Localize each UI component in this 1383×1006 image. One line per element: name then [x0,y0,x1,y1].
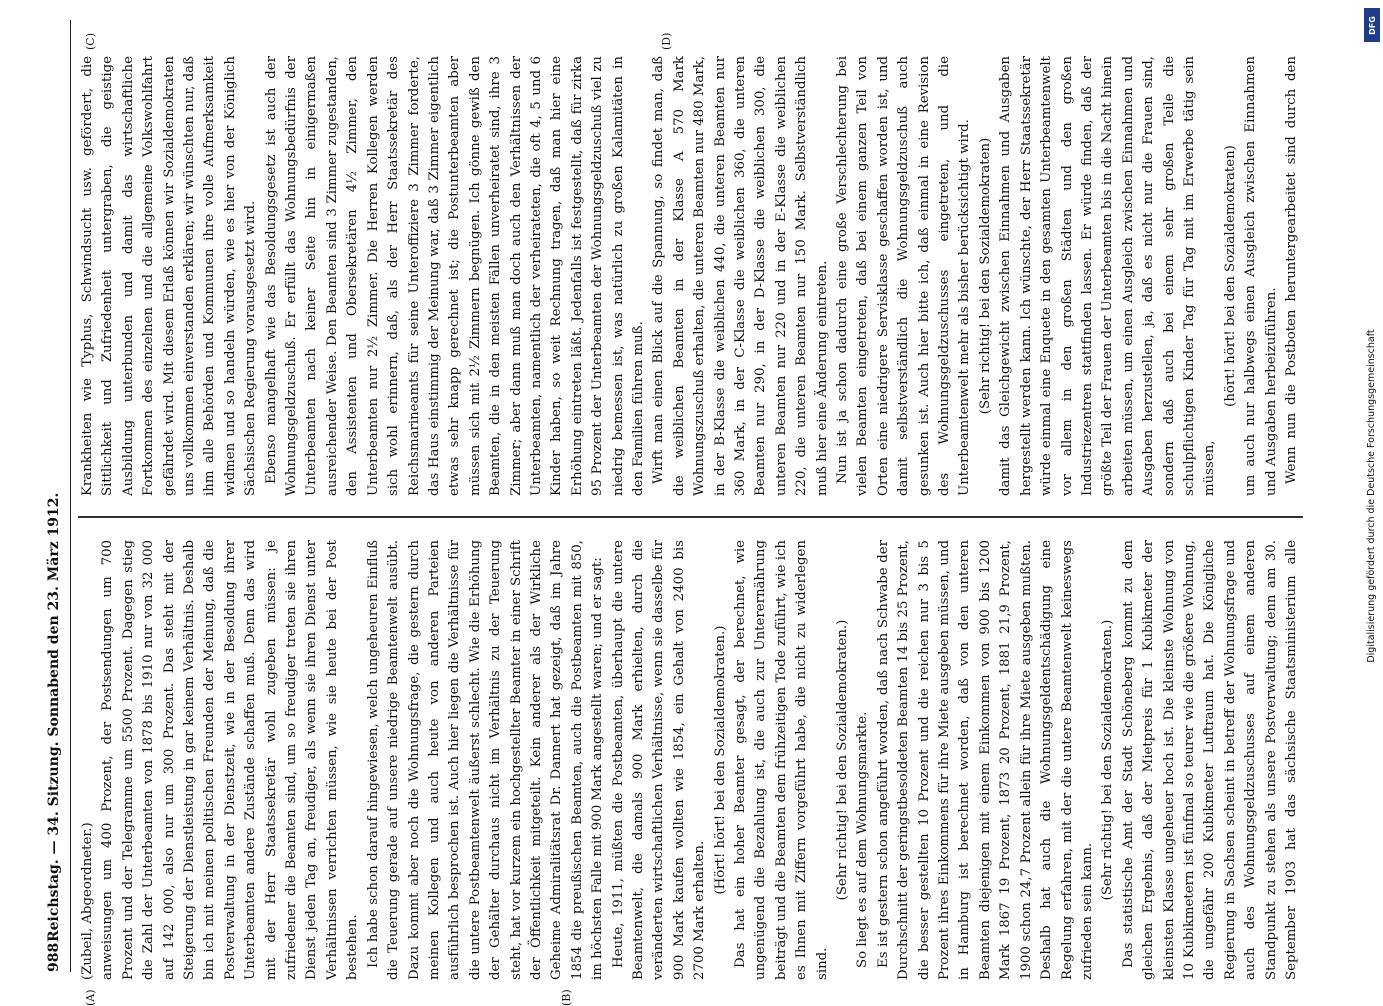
margin-mark-b: (B) [560,989,573,1006]
margin-mark-d: (D) [660,32,673,50]
document-page [40,20,1340,1006]
paragraph: Es ist gestern schon angeführt worden, daß nach Schwabe der Durchschnitt der geringstbesoldeten Beamten 14 bis 25 Prozent, die besser gestellten 10 Prozent und die reichen nur 3 bis 5 Prozent ihres Einkommens für ihre Miete ausgeben müssen, und in Hamburg ist berechnet worden, daß von den unteren Beamten diejenigen mit einem Einkommen von 900 bis 1200 Mark 1867 19 Prozent, 1873 20 Prozent, 1881 21,9 Prozent, 1900 schon 24,7 Prozent allein für ihre Miete ausgeben mußten. Deshalb hat auch die Wohnungsgeldentschädigung eine Regelung erfahren, mit der die untere Beamtenwelt keineswegs zufrieden sein kann. [875,540,1095,980]
right-text-column [78,56,1303,496]
left-text-column [78,540,1303,980]
paragraph: um auch nur halbwegs einen Ausgleich zwischen Einnahmen und Ausgaben herbeizuführen. [1243,56,1279,496]
page-header [40,20,71,972]
digitization-credit-bar [1364,8,1382,970]
paragraph: Wirft man einen Blick auf die Spannung, so findet man, daß die weiblichen Beamten in der Klasse A 570 Mark Wohnungszuschuß erhalten, die unteren Beamten nur 480 Mark, in der B-Klasse die weiblichen 440, die unteren Beamten nur 360 Mark, in der C-Klasse die weiblichen 360, die unteren Beamten nur 290, in der D-Klasse die weiblichen 300, die unteren Beamten nur 220 und in der E-Klasse die weiblichen 220, die unteren Beamten nur 150 Mark. Selbstverständlich muß hier eine Änderung eintreten. [651,56,830,496]
paragraph: damit das Gleichgewicht zwischen Einnahmen und Ausgaben hergestellt werden kann. Ich wünschte, der Herr Staatssekretär würde einmal eine Enquete in den gesamten Unterbeamtenwelt vor allem in den großen Städten und den großen Industriezentren stattfinden lassen. Er würde finden, daß der größte Teil der Frauen der Unterbeamten bis in die Nacht hinein arbeiten müssen, um einen Ausgleich zwischen Einnahmen und Ausgaben herzustellen, ja, daß es nicht nur die Frauen sind, sondern daß auch bei einem sehr großen Teile die schulpflichtigen Kinder Tag für Tag mit im Erwerbe tätig sein müssen, [998,56,1218,496]
interjection: (Sehr richtig! bei den Sozialdemokraten.) [1100,619,1116,901]
digitization-credit-text: Digitalisierung gefördert durch die Deutsche Forschungsgemeinschaft [1366,329,1377,663]
paragraph: So liegt es auf dem Wohnungsmarkte. [855,711,871,968]
page-number: 988 [46,942,62,972]
paragraph: Das statistische Amt der Stadt Schöneberg kommt zu dem gleichen Ergebnis, daß der Mietpreis für 1 Kubikmeter der kleinsten Klasse ungeheuer hoch ist. Die kleinste Wohnung von 10 Kubikmetern ist fünfmal so teurer wie die größere Wohnung, die ungefähr 200 Kubikmeter Luftraum hat. Die Königliche Regierung in Sachsen scheint in betreff der Wohnungsfrage und auch des Wohnungsgeldzuschusses auf einem anderen Standpunkt zu stehen als unsere Postverwaltung; denn am 30. September 1903 hat das sächsische Staatsministerium alle [1120,540,1299,980]
paragraph: Krankheiten wie Typhus, Schwindsucht usw. gefördert, die Sittlichkeit und Zufriedenheit untergraben, die geistige Ausbildung unterbunden und damit das wirtschaftliche Fortkommen des einzelnen und die allgemeine Volkswohlfahrt gefährdet wird. Mit diesem Erlaß können wir Sozialdemokraten uns vollkommen einverstanden erklären; wir wünschten nur, daß ihm alle Behörden und Kommunen ihre volle Aufmerksamkeit widmen und so handeln würden, wie es hier von der Königlich Sächsischen Regierung vorausgesetzt wird. [80,56,259,496]
quotation: Heute, 1911, müßten die Postbeamten, überhaupt die untere Beamtenwelt, die damals 900 Mark erhielten, durch die veränderten wirtschaftlichen Verhältnisse, wenn sie dasselbe für 900 Mark kaufen wollten wie 1854, ein Gehalt von 2400 bis 2700 Mark erhalten. [610,540,708,980]
speaker-line: (Zubeil, Abgeordneter.) [80,822,95,980]
interjection: (Hört! hört! bei den Sozialdemokraten.) [712,625,728,895]
paragraph: Ebenso mangelhaft wie das Besoldungsgesetz ist auch der Wohnungsgeldzuschuß. Er erfüllt das Wohnungsbedürfnis der Unterbeamten nach keiner Seite hin in einigermaßen ausreichender Weise. Den Beamten sind 3 Zimmer zugestanden, den Assistenten und Obersekretären 4½ Zimmer, den Unterbeamten nur 2½ Zimmer. Die Herren Kollegen werden sich wohl erinnern, daß, als der Herr Staatssekretär des Reichsmarineamts für seine Unteroffiziere 3 Zimmer forderte, das Haus einstimmig der Meinung war, daß 3 Zimmer eigentlich etwas sehr knapp gerechnet ist; die Postunterbeamten aber müssen sich mit 2½ Zimmern begnügen. Ich gönne gewiß den Beamten, die in den meisten Fällen unverheiratet sind, ihre 3 Zimmer; aber dann muß man doch auch den Verhältnissen der Unterbeamten, namentlich der verheirateten, die oft 4, 5 und 6 Kinder haben, so weit Rechnung tragen, daß man hier eine Erhöhung eintreten läßt. Jedenfalls ist festgestellt, daß für zirka 95 Prozent der Unterbeamten der Wohnungsgeldzuschuß viel zu niedrig bemessen ist, was natürlich zu großen Kalamitäten in den Familien führen muß. [263,56,646,496]
paragraph: Ich habe schon darauf hingewiesen, welch ungeheuren Einfluß die Teuerung gerade auf unsere niedrige Beamtenwelt ausübt. Dazu kommt aber noch die Wohnungsfrage, die gestern durch meinen Kollegen und auch heute von anderen Parteien ausführlich besprochen ist. Auch hier liegen die Verhältnisse für die untere Postbeamtenwelt äußerst schlecht. Wie die Erhöhung der Gehälter durchaus nicht im Verhältnis zu der Teuerung steht, hat vor kurzem ein hochgestellter Beamter in einer Schrift der Öffentlichkeit mitgeteilt. Kein anderer als der Wirkliche Geheime Admiralitätsrat Dr. Dannert hat gezeigt, daß im Jahre 1854 die preußischen Beamten, auch die Postbeamten mit 850, im höchsten Falle mit 900 Mark angestellt waren; und er sagt: [365,540,606,980]
paragraph: Wenn nun die Postboten heruntergearbeitet sind durch den [1283,56,1299,484]
header-title: Reichstag. — 34. Sitzung. Sonnabend den 23. März 1912. [46,492,62,942]
paragraph: Nun ist ja schon dadurch eine große Verschlechterung bei vielen Beamten eingetreten, daß bei einem ganzen Teil von Orten eine niedrigere Servisklasse geschaffen worden ist, und damit selbstverständlich die Wohnungsgeldzuschuß auch gesunken ist. Auch hier bitte ich, daß einmal in eine Revision des Wohnungsgeldzuschusses eingetreten, und die Unterbeamtenwelt mehr als bisher berücksichtigt wird. [835,56,973,496]
margin-mark-a: (A) [84,989,97,1006]
paragraph: anweisungen um 400 Prozent, der Postsendungen um 700 Prozent und der Telegramme um 5500 Prozent. Dagegen stieg die Zahl der Unterbeamten von 1878 bis 1910 nur von 32 000 auf 142 000, also nur um 300 Prozent. Das steht mit der Steigerung der Dienstleistung in gar keinem Verhältnis. Deshalb bin ich mit meinen politischen Freunden der Meinung, daß die Postverwaltung in der Dienstzeit, wie in der Besoldung ihrer Unterbeamten andere Zustände schaffen muß. Denn das wird mit der Herr Staatssekretär wohl zugeben müssen: je zufriedener die Beamten sind, um so freudiger treten sie ihren Dienst jeden Tag an, freudiger, als wenn sie ihren Dienst unter Verhältnissen verrichten müssen, wie sie heute bei der Post bestehen. [100,540,361,980]
interjection: (hört! hört! bei den Sozialdemokraten) [1222,145,1238,407]
margin-mark-c: (C) [84,33,97,50]
column-divider [78,517,1303,519]
paragraph: Das hat ein hoher Beamter gesagt, der berechnet, wie ungenügend die Bezahlung ist, die auch zur Unterernährung beiträgt und die Beamten dem frühzeitigen Tode zuführt, wie ich es Ihnen mit Ziffern vorgeführt habe, die nicht zu widerlegen sind. [733,540,830,980]
interjection: (Sehr richtig! bei den Sozialdemokraten) [977,137,993,415]
dfg-logo-text: DFG [1367,15,1377,35]
interjection: (Sehr richtig! bei den Sozialdemokraten.) [835,619,851,901]
